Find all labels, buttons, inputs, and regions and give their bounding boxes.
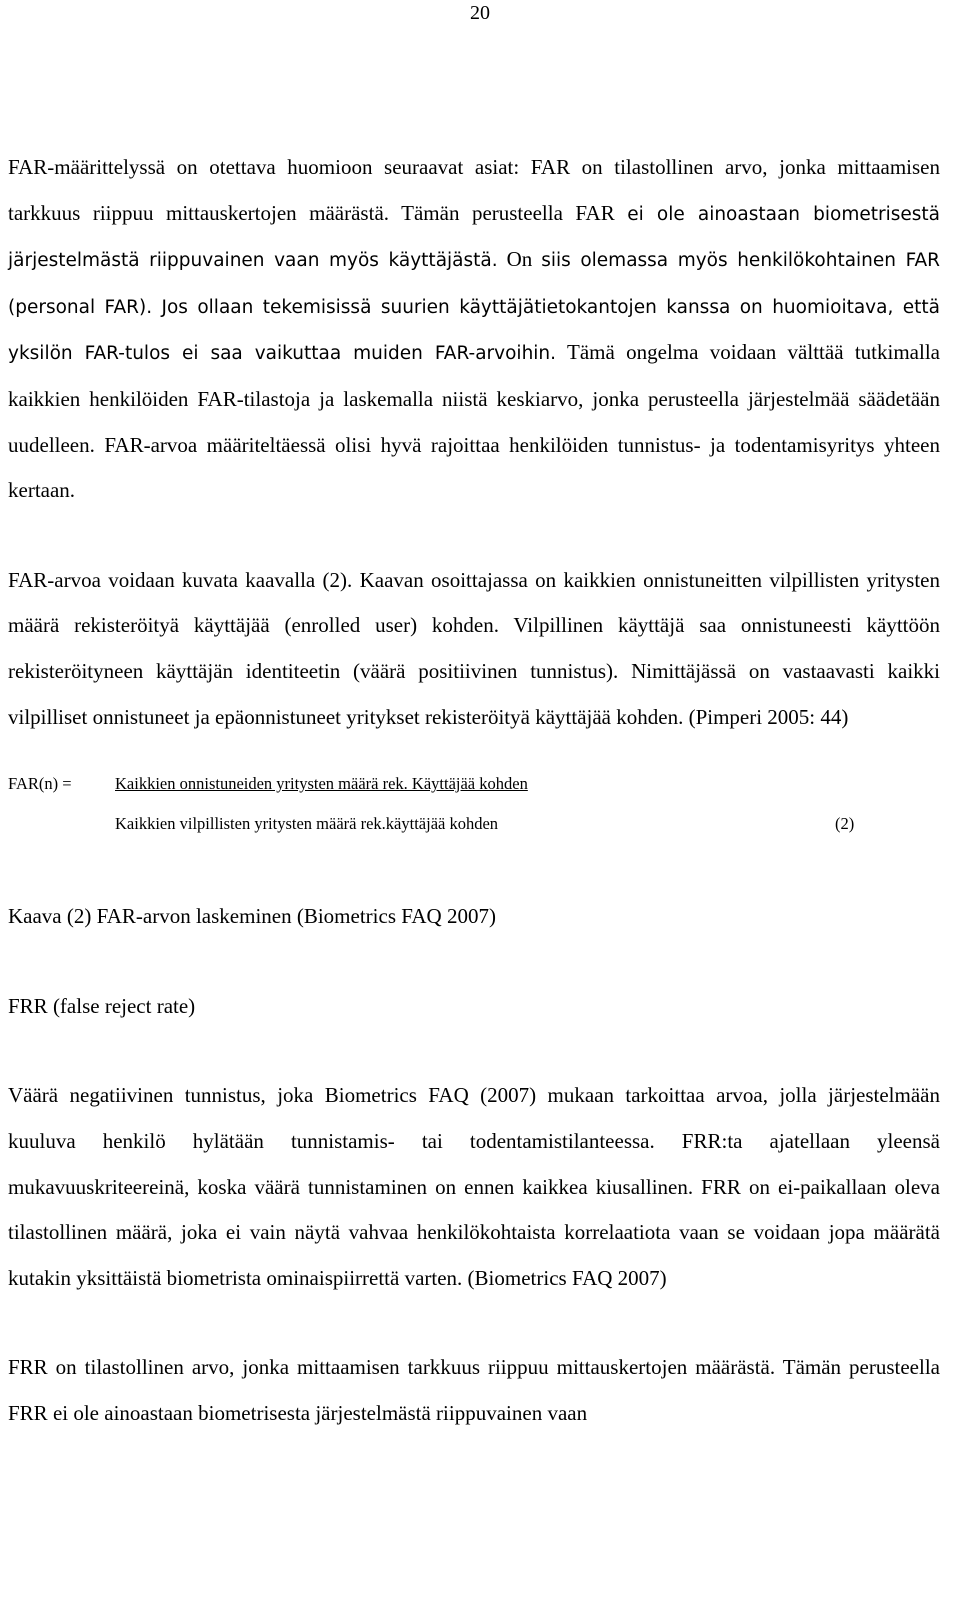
formula-caption: Kaava (2) FAR-arvon laskeminen (Biometrics FAQ 2007) [8, 904, 496, 929]
paragraph-far-tail: Tämä ongelma voidaan välttää tutkimalla kaikkien henkilöiden FAR-tilastoja ja laskemalla niistä keskiarvo, jonka perusteella järjestelmää säädetään uudelleen. FAR-arvoa määriteltäessä olisi hyvä rajoittaa henkilöiden tunnistus- ja todentamisyritys yhteen kertaan. [8, 340, 940, 503]
spacer [8, 1301, 940, 1345]
spacer [8, 1029, 940, 1073]
paragraph-far-sans-segment: ei ole ainoastaan biometrisestä järjestelmästä riippuvainen vaan myös käyttäjästä. [8, 203, 940, 272]
spacer [8, 940, 940, 984]
formula-denominator: Kaikkien vilpillisten yritysten määrä rek.käyttäjää kohden [115, 814, 499, 834]
formula-lhs: FAR(n) = [8, 774, 72, 794]
paragraph-frr-statistical: FRR on tilastollinen arvo, jonka mittaamisen tarkkuus riippuu mittauskertojen määrästä. Tämän perusteella FRR ei ole ainoastaan biometrisesta järjestelmästä riippuvainen vaan [8, 1355, 940, 1425]
far-formula [8, 764, 940, 856]
paragraph-frr-definition: Väärä negatiivinen tunnistus, joka Biometrics FAQ (2007) mukaan tarkoittaa arvoa, jolla järjestelmään kuuluva henkilö hylätään tunnistamis- tai todentamistilanteessa. FRR:ta ajatellaan yleensä mukavuuskriteereinä, koska väärä tunnistaminen on ennen kaikkea kiusallinen. FRR on ei-paikallaan oleva tilastollinen määrä, joka ei vain näytä vahvaa henkilökohtaista korrelaatiota vaan se voidaan jopa määrätä kutakin yksittäistä biometrista ominaispiirrettä varten. (Biometrics FAQ 2007) [8, 1083, 940, 1290]
page-body [8, 145, 940, 1436]
paragraph-far-mid: On [506, 247, 533, 272]
paragraph-far-sans-segment-2: siis olemassa myös henkilökohtainen FAR (personal FAR). Jos ollaan tekemisissä suurien käyttäjätietokantojen kanssa on huomioitava, että yksilön FAR-tulos ei saa vaikuttaa muiden FAR-arvoihin. [8, 250, 941, 365]
paragraph-far-lead: FAR-määrittelyssä on otettava huomioon seuraavat asiat: FAR on tilastollinen arvo, jonka mittaamisen tarkkuus riippuu mittauskertojen määrästä. Tämän perusteella FAR [8, 155, 940, 225]
formula-numerator: Kaikkien onnistuneiden yritysten määrä rek. Käyttäjää kohden [115, 774, 528, 794]
page-number: 20 [470, 2, 490, 24]
formula-equation-number: (2) [835, 814, 855, 834]
section-heading-frr: FRR (false reject rate) [8, 993, 196, 1018]
spacer [8, 514, 940, 558]
paragraph-far-formula-explanation: FAR-arvoa voidaan kuvata kaavalla (2). Kaavan osoittajassa on kaikkien onnistuneitten vilpillisten yritysten määrä rekisteröityä käyttäjää (enrolled user) kohden. Vilpillinen käyttäjä saa onnistuneesti käyttöön rekisteröityneen käyttäjän identiteetin (väärä positiivinen tunnistus). Nimittäjässä on vastaavasti kaikki vilpilliset onnistuneet ja epäonnistuneet yritykset rekisteröityä käyttäjää kohden. (Pimperi 2005: 44) [8, 567, 940, 729]
paragraph-far-definition [8, 145, 940, 514]
spacer [8, 856, 940, 894]
